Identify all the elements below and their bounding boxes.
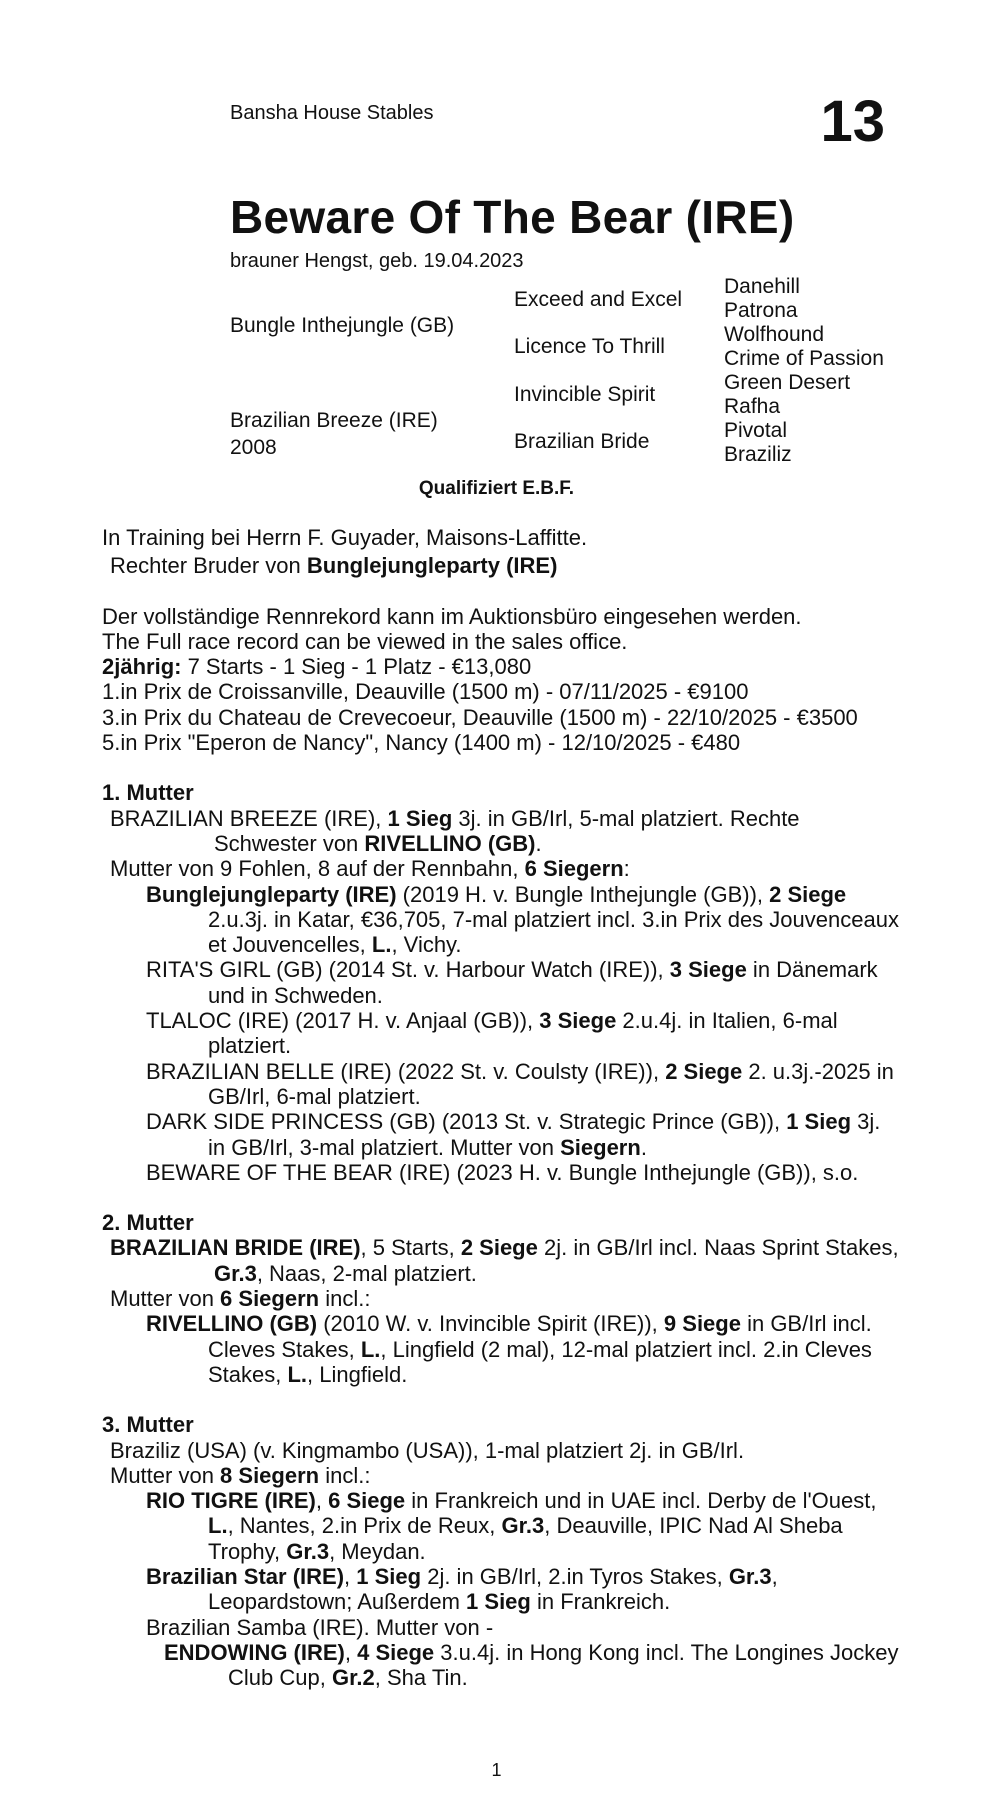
offspring-entry: Brazilian Samba (IRE). Mutter von - [146,1614,494,1640]
race-summary: 2jährig: 7 Starts - 1 Sieg - 1 Platz - €13,080 [102,654,532,680]
dam2-produce: Mutter von 6 Siegern incl.: [110,1286,371,1312]
offspring-entry: RITA'S GIRL (GB) (2014 St. v. Harbour Watch (IRE)), 3 Siege in Dänemark und in Schweden. [146,957,878,1008]
g3-ancestor: Rafha [724,395,781,418]
offspring-entry: BEWARE OF THE BEAR (IRE) (2023 H. v. Bungle Inthejungle (GB)), s.o. [146,1159,859,1185]
dam-year: 2008 [230,436,277,459]
record-note-de: Der vollständige Rennrekord kann im Auktionsbüro eingesehen werden. [102,603,802,629]
g3-ancestor: Danehill [724,275,800,298]
dam1-produce: Mutter von 9 Fohlen, 8 auf der Rennbahn, 6 Siegern: [110,856,630,882]
grand-offspring-entry: ENDOWING (IRE), 4 Siege 3.u.4j. in Hong Kong incl. The Longines Jockey Club Cup, Gr.2, Sha Tin. [164,1639,899,1691]
section-heading-dam3: 3. Mutter [102,1412,194,1438]
g3-ancestor: Green Desert [724,371,851,394]
catalogue-body [102,525,902,1690]
sire-dam: Licence To Thrill [514,335,665,358]
race-result: 3.in Prix du Chateau de Crevecoeur, Deauville (1500 m) - 22/10/2025 - €3500 [102,704,858,730]
qualification: Qualifiziert E.B.F. [418,478,575,499]
g3-ancestor: Wolfhound [724,323,825,346]
dam3-line: Braziliz (USA) (v. Kingmambo (USA)), 1-mal platziert 2j. in GB/Irl. [110,1437,745,1463]
horse-description: brauner Hengst, geb. 19.04.2023 [230,250,524,272]
g3-ancestor: Patrona [724,299,798,322]
g3-ancestor: Pivotal [724,419,788,442]
training-info: In Training bei Herrn F. Guyader, Maisons-Laffitte. [102,525,588,550]
offspring-entry: Bunglejungleparty (IRE) (2019 H. v. Bungle Inthejungle (GB)), 2 Siege 2.u.3j. in Katar, €36,705, 7-mal platziert incl. 3.in Prix des Jouvenceaux et Jouvencelles, L., Vichy. [146,881,899,958]
race-result: 1.in Prix de Croissanville, Deauville (1500 m) - 07/11/2025 - €9100 [102,679,749,705]
offspring-entry: Brazilian Star (IRE), 1 Sieg 2j. in GB/Irl, 2.in Tyros Stakes, Gr.3, Leopardstown; Außerdem 1 Sieg in Frankreich. [146,1563,778,1615]
horse-name: Beware Of The Bear (IRE) [230,191,795,243]
section-heading-dam2: 2. Mutter [102,1210,194,1236]
dam3-produce: Mutter von 8 Siegern incl.: [110,1462,371,1488]
sire-sire: Exceed and Excel [514,288,683,311]
offspring-entry: RIVELLINO (GB) (2010 W. v. Invincible Spirit (IRE)), 9 Siege in GB/Irl incl. Cleves Stakes, L., Lingfield (2 mal), 12-mal platziert incl. 2.in Cleves Stakes, L., Lingfield. [146,1311,872,1387]
offspring-entry: RIO TIGRE (IRE), 6 Siege in Frankreich und in UAE incl. Derby de l'Ouest, L., Nantes, 2.in Prix de Reux, Gr.3, Deauville, IPIC Nad Al Sheba Trophy, Gr.3, Meydan. [146,1488,877,1564]
dam-dam: Brazilian Bride [514,430,650,453]
consignor: Bansha House Stables [230,102,434,124]
record-note-en: The Full race record can be viewed in the sales office. [102,628,628,654]
dam-sire: Invincible Spirit [514,383,656,406]
dam2-line: BRAZILIAN BRIDE (IRE), 5 Starts, 2 Siege 2j. in GB/Irl incl. Naas Sprint Stakes, Gr.3, Naas, 2-mal platziert. [110,1235,899,1286]
dam1-line: BRAZILIAN BREEZE (IRE), 1 Sieg 3j. in GB/Irl, 5-mal platziert. Rechte Schwester von RIVELLINO (GB). [110,805,800,856]
lot-number: 13 [820,89,885,154]
offspring-entry: DARK SIDE PRINCESS (GB) (2013 St. v. Strategic Prince (GB)), 1 Sieg 3j. in GB/Irl, 3-mal platziert. Mutter von Siegern. [146,1109,881,1160]
page-number: 1 [491,1760,502,1780]
offspring-entry: BRAZILIAN BELLE (IRE) (2022 St. v. Coulsty (IRE)), 2 Siege 2. u.3j.-2025 in GB/Irl, 6-mal platziert. [146,1058,894,1109]
race-result: 5.in Prix "Eperon de Nancy", Nancy (1400 m) - 12/10/2025 - €480 [102,730,741,756]
dam: Brazilian Breeze (IRE) [230,409,438,432]
g3-ancestor: Braziliz [724,443,792,466]
offspring-entry: TLALOC (IRE) (2017 H. v. Anjaal (GB)), 3 Siege 2.u.4j. in Italien, 6-mal platziert. [146,1008,838,1059]
sire: Bungle Inthejungle (GB) [230,314,455,337]
sibling-note: Rechter Bruder von Bunglejungleparty (IRE) [110,553,558,579]
g3-ancestor: Crime of Passion [724,347,884,370]
section-heading-dam1: 1. Mutter [102,780,194,806]
